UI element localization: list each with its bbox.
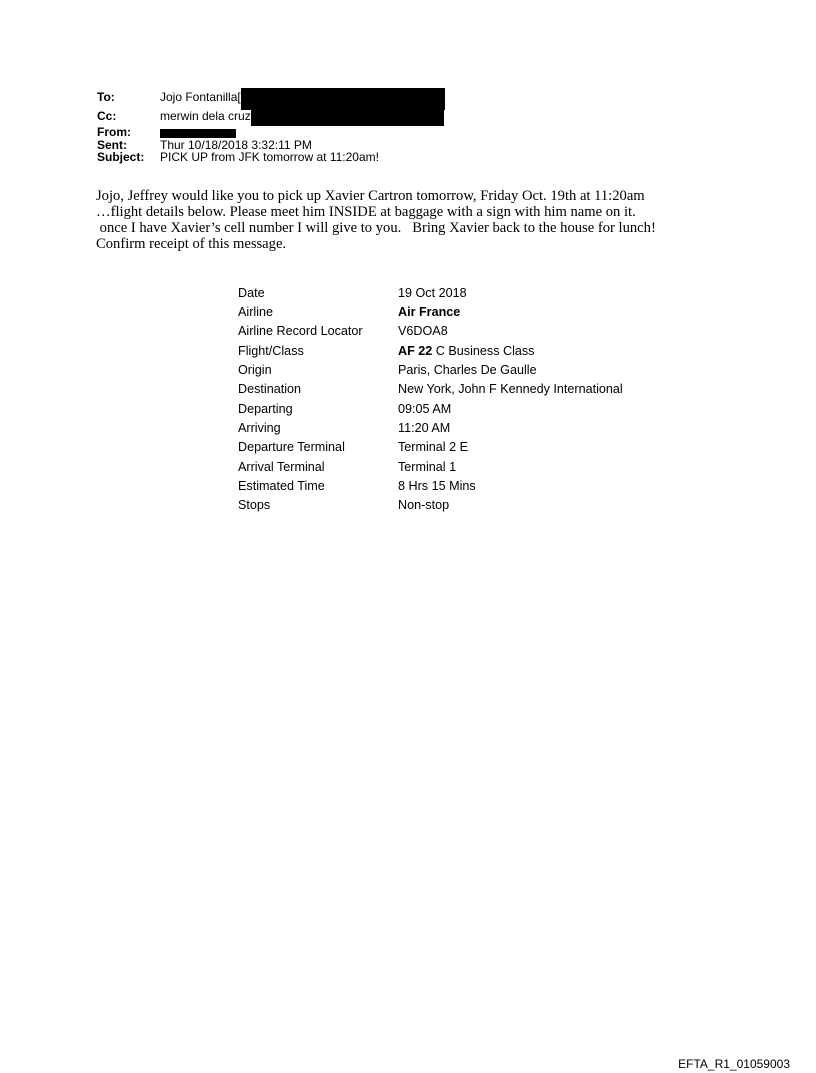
table-row bbox=[238, 380, 623, 399]
row-label: Arrival Terminal bbox=[238, 459, 325, 474]
cc-value bbox=[160, 110, 444, 126]
row-label: Estimated Time bbox=[238, 479, 325, 494]
to-row bbox=[97, 91, 445, 110]
to-value bbox=[160, 91, 445, 110]
row-value: Terminal 1 bbox=[398, 459, 457, 474]
row-value: V6DOA8 bbox=[398, 324, 448, 339]
redaction-bar bbox=[241, 88, 445, 110]
email-body bbox=[96, 188, 736, 252]
row-value: Paris, Charles De Gaulle bbox=[398, 363, 537, 378]
row-label: Destination bbox=[238, 382, 302, 397]
row-label: Departure Terminal bbox=[238, 440, 345, 455]
row-value: 11:20 AM bbox=[398, 421, 451, 436]
table-row bbox=[238, 283, 623, 302]
from-value bbox=[160, 126, 236, 139]
table-row bbox=[238, 322, 623, 341]
document-id: EFTA_R1_01059003 bbox=[678, 1057, 790, 1071]
row-label: Arriving bbox=[238, 421, 281, 436]
table-row bbox=[238, 438, 623, 457]
table-row bbox=[238, 457, 623, 476]
sent-label: Sent: bbox=[97, 137, 127, 152]
table-row bbox=[238, 496, 623, 515]
subject-value: PICK UP from JFK tomorrow at 11:20am! bbox=[160, 150, 379, 165]
row-label: Origin bbox=[238, 363, 272, 378]
from-row bbox=[97, 126, 445, 139]
row-label: Departing bbox=[238, 401, 293, 416]
table-row bbox=[238, 399, 623, 418]
body-line: Jojo, Jeffrey would like you to pick up Xavier Cartron tomorrow, Friday Oct. 19th at 11:20am bbox=[96, 188, 645, 204]
sent-value: Thur 10/18/2018 3:32:11 PM bbox=[160, 137, 312, 152]
row-value: Air France bbox=[398, 305, 461, 320]
body-line: Confirm receipt of this message. bbox=[96, 236, 287, 252]
body-line: …flight details below. Please meet him INSIDE at baggage with a sign with him name on it. bbox=[96, 204, 636, 220]
redaction-bar bbox=[160, 129, 236, 138]
row-label: Flight/Class bbox=[238, 343, 304, 358]
flight-class: C Business Class bbox=[432, 343, 535, 358]
flight-details-table bbox=[238, 283, 623, 515]
flight-number: AF 22 bbox=[398, 343, 433, 358]
row-value: 19 Oct 2018 bbox=[398, 285, 467, 300]
table-row bbox=[238, 341, 623, 360]
to-label: To: bbox=[97, 90, 115, 104]
row-value: 09:05 AM bbox=[398, 401, 452, 416]
subject-label: Subject: bbox=[97, 150, 145, 165]
row-label: Stops bbox=[238, 498, 271, 513]
cc-name: merwin dela cruz bbox=[160, 109, 251, 123]
subject-row bbox=[97, 151, 445, 164]
table-row bbox=[238, 360, 623, 379]
row-value: Terminal 2 E bbox=[398, 440, 468, 455]
cc-row bbox=[97, 110, 445, 126]
table-row bbox=[238, 302, 623, 321]
row-value: Non-stop bbox=[398, 498, 450, 513]
redaction-bar bbox=[251, 109, 444, 126]
row-value: New York, John F Kennedy International bbox=[398, 382, 623, 397]
from-label: From: bbox=[97, 125, 131, 139]
body-line: once I have Xavier’s cell number I will give to you. Bring Xavier back to the house for lunch! bbox=[96, 220, 656, 236]
cc-label: Cc: bbox=[97, 109, 117, 123]
row-value: 8 Hrs 15 Mins bbox=[398, 479, 476, 494]
row-label: Airline Record Locator bbox=[238, 324, 363, 339]
row-label: Date bbox=[238, 285, 265, 300]
email-header bbox=[97, 91, 445, 164]
table-row bbox=[238, 476, 623, 495]
table-row bbox=[238, 418, 623, 437]
to-name: Jojo Fontanilla[ bbox=[160, 90, 241, 104]
row-value bbox=[398, 341, 623, 360]
row-label: Airline bbox=[238, 305, 273, 320]
